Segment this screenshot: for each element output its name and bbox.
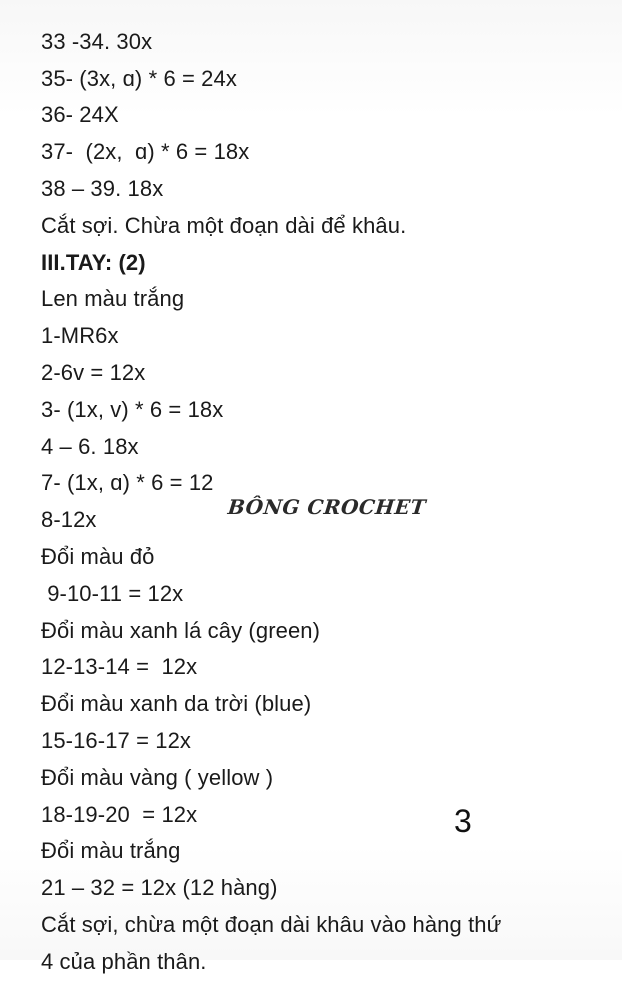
pattern-line: Đổi màu đỏ [41, 543, 155, 569]
page-number: 3 [454, 803, 472, 839]
pattern-line: Len màu trắng [41, 286, 185, 312]
pattern-line: 37- (2x, ɑ) * 6 = 18x [41, 139, 250, 165]
pattern-line: 2-6v = 12x [41, 359, 146, 385]
pattern-line: Đổi màu xanh da trời (blue) [41, 691, 312, 717]
pattern-line: Đổi màu trắng [41, 838, 181, 864]
pattern-line: 33 -34. 30x [41, 28, 153, 54]
pattern-line: 3- (1x, v) * 6 = 18x [41, 396, 224, 422]
pattern-line: 1-MR6x [41, 323, 119, 349]
pattern-line: 15-16-17 = 12x [41, 727, 192, 753]
pattern-line: 4 của phần thân. [41, 948, 207, 974]
pattern-line: Đổi màu vàng ( yellow ) [41, 764, 274, 790]
watermark: BÔNG CROCHET [226, 495, 428, 519]
pattern-line: 7- (1x, ɑ) * 6 = 12 [41, 470, 214, 496]
pattern-line: 21 – 32 = 12x (12 hàng) [41, 875, 278, 901]
pattern-line: Cắt sợi. Chừa một đoạn dài để khâu. [41, 212, 407, 238]
pattern-line: 8-12x [41, 507, 97, 533]
pattern-line: Cắt sợi, chừa một đoạn dài khâu vào hàng thứ [41, 911, 502, 937]
pattern-line: 36- 24X [41, 102, 119, 128]
pattern-line: 38 – 39. 18x [41, 175, 164, 201]
pattern-line: 12-13-14 = 12x [41, 654, 198, 680]
pattern-line: 35- (3x, ɑ) * 6 = 24x [41, 65, 237, 91]
section-heading: III.TAY: (2) [41, 249, 146, 275]
pattern-line: 18-19-20 = 12x [41, 801, 198, 827]
pattern-line [41, 0, 611, 24]
pattern-line: 9-10-11 = 12x [41, 580, 184, 606]
pattern-line: 4 – 6. 18x [41, 433, 139, 459]
pattern-text [41, 0, 611, 981]
pattern-line: Đổi màu xanh lá cây (green) [41, 617, 321, 643]
